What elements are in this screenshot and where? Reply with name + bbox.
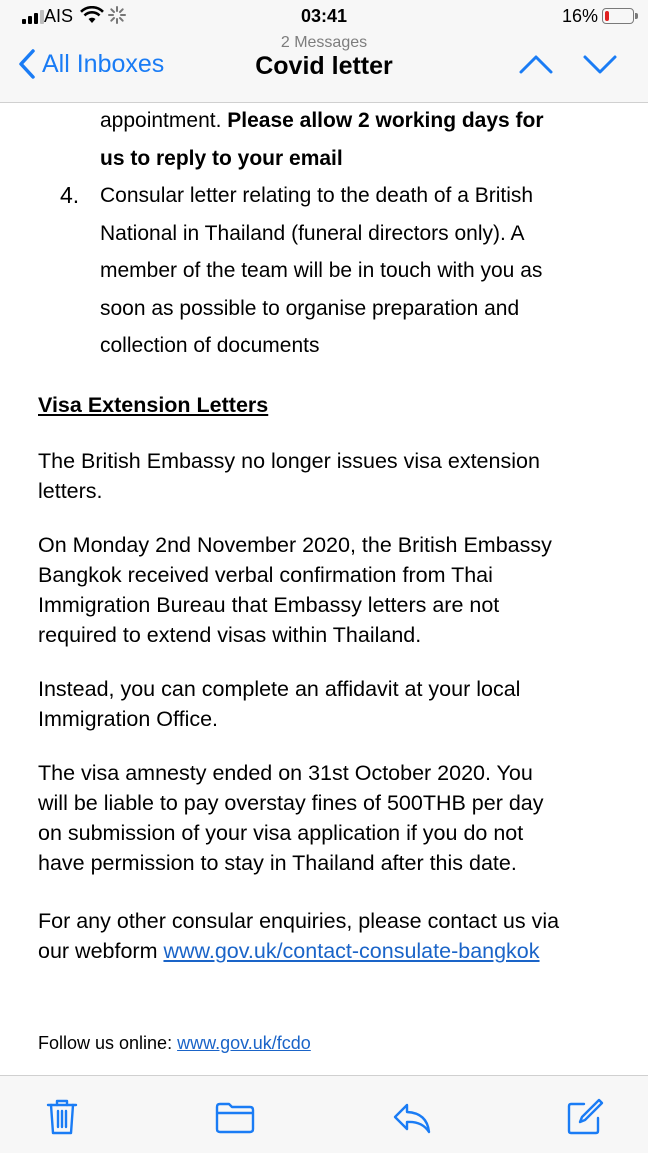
list-item-4 [100, 177, 620, 365]
move-to-folder-button[interactable] [215, 1102, 255, 1139]
item3-bold-text: Please allow 2 working days for [227, 109, 544, 132]
paragraph-line: have permission to stay in Thailand after this date. [38, 851, 517, 875]
battery-fill [605, 11, 609, 21]
message-count: 2 Messages [280, 34, 368, 51]
trash-button[interactable] [46, 1098, 78, 1141]
paragraph-line: letters. [38, 479, 103, 503]
list-item-4-line: National in Thailand (funeral directors only). A [100, 221, 525, 245]
battery-icon [602, 8, 634, 24]
paragraph-line: Bangkok received verbal confirmation from Thai [38, 563, 493, 587]
list-item-3-continuation [100, 102, 620, 177]
email-subject: Covid letter [255, 52, 393, 80]
chevron-down-icon [582, 52, 618, 76]
list-number-4: 4. [60, 182, 80, 208]
battery-percent: 16% [561, 6, 598, 26]
follow-us-line [38, 1033, 311, 1054]
compose-icon [566, 1098, 604, 1136]
paragraph-2 [38, 530, 628, 650]
navigation-bar [0, 34, 648, 103]
follow-label: Follow us online: [38, 1033, 178, 1053]
compose-button[interactable] [566, 1098, 604, 1141]
item3-bold-text-2: us to reply to your email [100, 146, 343, 170]
chevron-up-icon [518, 52, 554, 76]
paragraph-contact [38, 906, 628, 966]
next-message-button[interactable] [582, 52, 618, 81]
fcdo-link[interactable]: www.gov.uk/fcdo [177, 1033, 311, 1053]
previous-message-button[interactable] [518, 52, 554, 81]
contact-line-2: our webform [38, 939, 164, 963]
reply-icon [392, 1102, 432, 1134]
paragraph-line: required to extend visas within Thailand. [38, 623, 422, 647]
paragraph-1 [38, 446, 628, 506]
paragraph-3 [38, 674, 628, 734]
carrier-label: AIS [44, 6, 74, 26]
clock: 03:41 [300, 6, 348, 26]
contact-webform-link[interactable]: www.gov.uk/contact-consulate-bangkok [163, 939, 540, 963]
list-item-4-line: soon as possible to organise preparation and [100, 296, 520, 320]
paragraph-line: The visa amnesty ended on 31st October 2020. You [38, 761, 533, 785]
list-item-4-line: collection of documents [100, 334, 320, 357]
reply-button[interactable] [392, 1102, 432, 1139]
paragraph-line: on submission of your visa application if you do not [38, 821, 524, 845]
back-button-label: All Inboxes [42, 49, 165, 78]
item3-text: appointment. [100, 109, 228, 132]
folder-icon [215, 1102, 255, 1134]
list-item-4-line: Consular letter relating to the death of a British [100, 184, 534, 207]
section-heading: Visa Extension Letters [38, 393, 269, 417]
paragraph-line: will be liable to pay overstay fines of 500THB per day [38, 791, 544, 815]
paragraph-4 [38, 758, 628, 878]
trash-icon [46, 1098, 78, 1136]
paragraph-line: On Monday 2nd November 2020, the British Embassy [38, 533, 552, 557]
list-item-4-line: member of the team will be in touch with you as [100, 259, 543, 282]
paragraph-line: Immigration Bureau that Embassy letters are not [38, 593, 500, 617]
contact-line-1: For any other consular enquiries, please contact us via [38, 909, 560, 933]
paragraph-line: The British Embassy no longer issues visa extension [38, 449, 540, 473]
bottom-toolbar [0, 1075, 648, 1153]
status-bar [0, 0, 648, 34]
paragraph-line: Instead, you can complete an affidavit at your local [38, 677, 521, 701]
paragraph-line: Immigration Office. [38, 707, 219, 731]
